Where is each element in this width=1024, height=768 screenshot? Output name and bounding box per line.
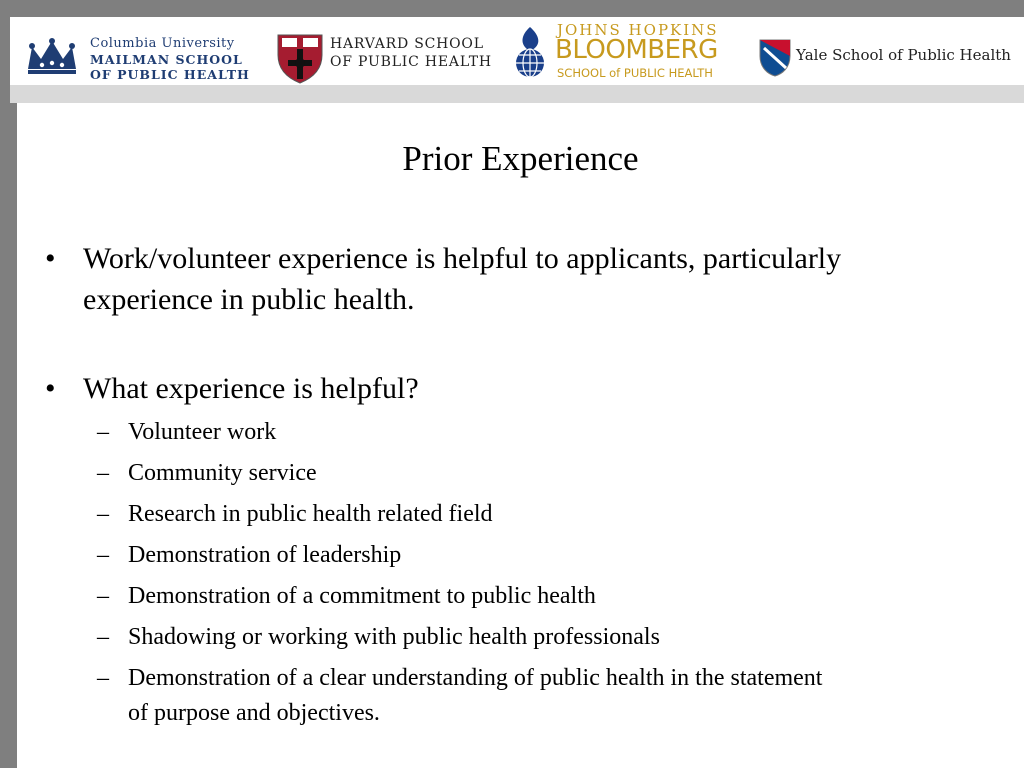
jhu-line3: SCHOOL of PUBLIC HEALTH xyxy=(557,66,713,80)
columbia-line1: Columbia University xyxy=(90,36,235,51)
shield-icon xyxy=(758,38,792,78)
slide-title: Prior Experience xyxy=(402,139,639,178)
sub-item-dash: – xyxy=(97,583,109,609)
jhu-line1: JOHNS HOPKINS xyxy=(557,21,719,39)
columbia-line2: MAILMAN SCHOOL xyxy=(90,52,243,67)
sub-item-text-line2: of purpose and objectives. xyxy=(128,700,380,726)
yale-line1: Yale School of Public Health xyxy=(796,46,1011,64)
sub-item-dash: – xyxy=(97,419,109,445)
harvard-logo xyxy=(272,17,502,85)
logo-bar xyxy=(10,17,1024,85)
jhu-logo xyxy=(505,17,750,85)
columbia-line3: OF PUBLIC HEALTH xyxy=(90,67,250,82)
sub-item-text: Demonstration of a commitment to public health xyxy=(128,583,596,609)
sub-item-text: Research in public health related field xyxy=(128,501,493,527)
bullet-text-line2: experience in public health. xyxy=(83,283,415,316)
bullet-symbol: • xyxy=(45,242,56,275)
sub-item-text: Demonstration of a clear understanding of public health in the statement xyxy=(128,665,823,691)
harvard-line2: OF PUBLIC HEALTH xyxy=(330,54,492,70)
sub-item-text: Shadowing or working with public health professionals xyxy=(128,624,660,650)
bullet-text: What experience is helpful? xyxy=(83,372,419,405)
sub-item-dash: – xyxy=(97,460,109,486)
jhu-line2: BLOOMBERG xyxy=(555,35,718,65)
yale-logo xyxy=(752,17,1024,85)
sub-item-text: Volunteer work xyxy=(128,419,277,445)
sub-item-dash: – xyxy=(97,665,109,691)
slide xyxy=(17,103,1024,768)
sub-item-dash: – xyxy=(97,624,109,650)
sub-item-dash: – xyxy=(97,501,109,527)
sub-item-text: Demonstration of leadership xyxy=(128,542,402,568)
bullet-symbol: • xyxy=(45,372,56,405)
columbia-logo xyxy=(18,17,268,85)
logo-divider xyxy=(10,85,1024,103)
shield-icon xyxy=(276,33,324,85)
bullet-text-line1: Work/volunteer experience is helpful to applicants, particularly xyxy=(83,242,842,275)
crown-icon xyxy=(24,37,80,75)
sub-item-dash: – xyxy=(97,542,109,568)
harvard-line1: HARVARD SCHOOL xyxy=(330,36,484,52)
sub-item-text: Community service xyxy=(128,460,317,486)
globe-icon xyxy=(509,25,551,79)
